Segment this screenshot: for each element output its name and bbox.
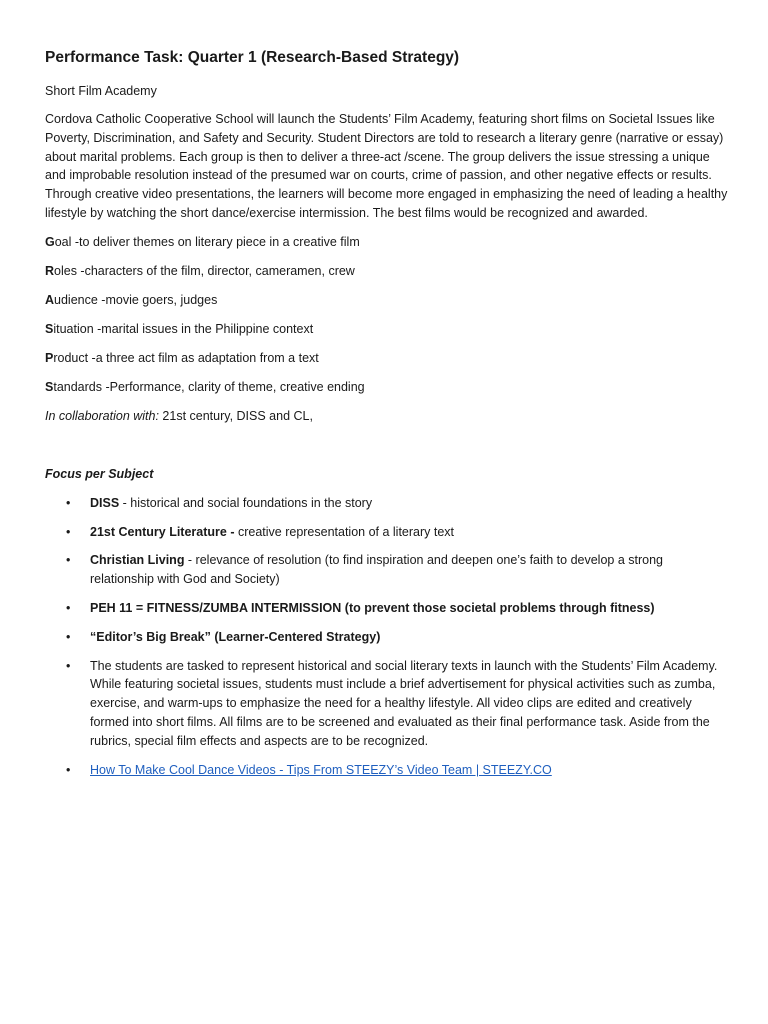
grasps-standards: [45, 378, 728, 396]
grasps-letter: S: [45, 379, 54, 394]
list-item-bold: “Editor’s Big Break” (Learner-Centered Strategy): [90, 629, 381, 644]
list-item: [45, 657, 728, 751]
focus-heading: Focus per Subject: [45, 466, 154, 481]
dance-videos-link[interactable]: How To Make Cool Dance Videos - Tips From STEEZY’s Video Team | STEEZY.CO: [90, 762, 552, 777]
list-item-text: - relevance of resolution (to find inspiration and deepen one’s faith to develop a strong relationship with God and Society): [90, 553, 664, 587]
grasps-text: oles -characters of the film, director, cameramen, crew: [54, 263, 355, 278]
intro-paragraph: Cordova Catholic Cooperative School will launch the Students’ Film Academy, featuring short films on Societal Issues like Poverty, Discrimination, and Safety and Security. Student Directors are told to research a literary genre (narrative or essay) about marital problems. Each group is then to deliver a three-act /scene. The group delivers the issue stressing a unique and improbable resolution instead of the presumed war on courts, crime of passion, and other negative effects or results. Through creative video presentations, the learners will become more engaged in emphasizing the need of leading a healthy lifestyle by watching the short dance/exercise intermission. The best films would be recognized and awarded.: [45, 112, 728, 220]
grasps-product: [45, 349, 728, 367]
collaboration-line: [45, 407, 728, 425]
bullet-icon: •: [66, 495, 71, 510]
list-item: [45, 494, 728, 513]
grasps-letter: A: [45, 292, 55, 307]
list-item: [45, 628, 728, 647]
grasps-letter: G: [45, 234, 55, 249]
grasps-letter: P: [45, 350, 54, 365]
grasps-text: ituation -marital issues in the Philippine context: [53, 321, 314, 336]
grasps-text: oal -to deliver themes on literary piece in a creative film: [54, 234, 360, 249]
bullet-icon: •: [66, 524, 71, 539]
grasps-goal: [45, 233, 728, 251]
collaboration-value: 21st century, DISS and CL,: [158, 408, 313, 423]
bullet-icon: •: [66, 600, 71, 615]
grasps-text: roduct -a three act film as adaptation from a text: [53, 350, 319, 365]
bullet-icon: •: [66, 762, 71, 777]
grasps-letter: S: [45, 321, 54, 336]
list-item-text: The students are tasked to represent historical and social literary texts in launch with the Students’ Film Academy. While featuring societal issues, students must include a brief advertisement for physical activities such as zumba, exercise, and warm-ups to emphasize the need for a healthy lifestyle. All video clips are edited and creatively formed into short films. All films are to be screened and evaluated as their final performance task. Aside from the rubrics, special film effects and aspects are to be recognized.: [90, 658, 718, 748]
grasps-situation: [45, 320, 728, 338]
collaboration-label: In collaboration with:: [45, 408, 159, 423]
grasps-text: tandards -Performance, clarity of theme, creative ending: [53, 379, 365, 394]
list-item: [45, 551, 728, 589]
page-subtitle: Short Film Academy: [45, 84, 157, 98]
list-item: [45, 599, 728, 618]
bullet-icon: •: [66, 553, 71, 568]
grasps-text: udience -movie goers, judges: [54, 292, 218, 307]
list-item: [45, 523, 728, 542]
grasps-roles: [45, 262, 728, 280]
list-item-bold: 21st Century Literature -: [90, 524, 235, 539]
bullet-icon: •: [66, 658, 71, 673]
list-item: [45, 761, 728, 780]
bullet-icon: •: [66, 629, 71, 644]
focus-list: [45, 494, 728, 780]
list-item-bold: PEH 11 = FITNESS/ZUMBA INTERMISSION (to prevent those societal problems through fitness): [90, 600, 655, 615]
list-item-text: creative representation of a literary text: [234, 524, 455, 539]
page-title: Performance Task: Quarter 1 (Research-Based Strategy): [45, 49, 460, 66]
list-item-bold: Christian Living: [90, 553, 185, 568]
list-item-bold: DISS: [90, 495, 120, 510]
list-item-text: - historical and social foundations in the story: [119, 495, 373, 510]
grasps-audience: [45, 291, 728, 309]
grasps-list: [45, 233, 728, 396]
grasps-letter: R: [45, 263, 55, 278]
